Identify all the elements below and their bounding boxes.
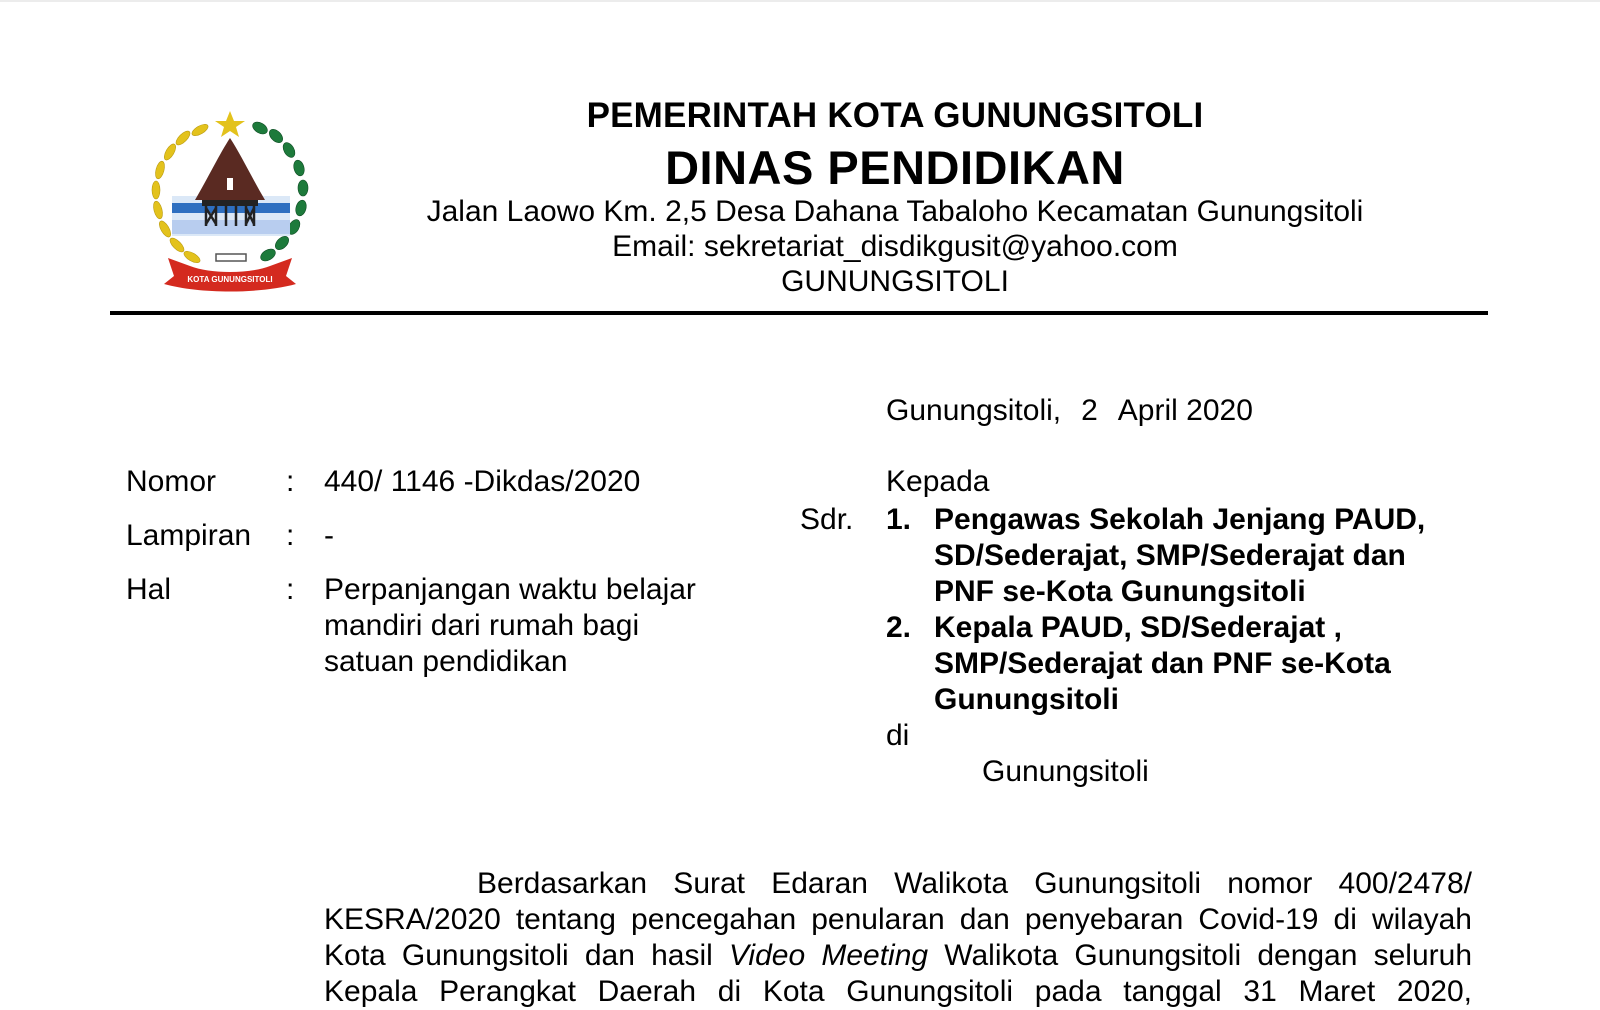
body-line: Kepala Perangkat Daerah di Kota Gunungsitoli pada tanggal 31 Maret 2020, — [324, 975, 1472, 1008]
recipient-salutation: Sdr. — [800, 503, 854, 536]
body-italic-phrase: Video Meeting — [728, 939, 929, 972]
page-top-edge — [0, 0, 1600, 2]
letterhead-address: Jalan Laowo Km. 2,5 Desa Dahana Tabaloho Kecamatan Gunungsitoli — [426, 195, 1364, 228]
body-line: KESRA/2020 tentang pencegahan penularan dan penyebaran Covid-19 di wilayah — [324, 903, 1472, 936]
letter-month-year: April 2020 — [1117, 394, 1253, 427]
meta-label-hal: Hal — [126, 573, 172, 606]
recipient-line: Pengawas Sekolah Jenjang PAUD, — [934, 503, 1426, 536]
letterhead-department: DINAS PENDIDIKAN — [665, 141, 1125, 194]
recipient-line: Kepala PAUD, SD/Sederajat , — [934, 611, 1342, 644]
meta-label-lampiran: Lampiran — [126, 519, 252, 552]
letter-body-paragraph — [324, 866, 1472, 1010]
meta-value-hal-line: Perpanjangan waktu belajar — [324, 573, 696, 606]
city-seal-logo — [150, 108, 315, 298]
meta-colon: : — [286, 573, 295, 606]
recipient-line: SMP/Sederajat dan PNF se-Kota — [934, 647, 1391, 680]
letterhead-city: GUNUNGSITOLI — [781, 265, 1009, 298]
letter-place: Gunungsitoli, — [886, 394, 1062, 427]
recipient-line: PNF se-Kota Gunungsitoli — [934, 575, 1306, 608]
recipient-number: 1. — [886, 503, 912, 536]
meta-value-hal-line: satuan pendidikan — [324, 645, 568, 678]
logo-ribbon-text: KOTA GUNUNGSITOLI — [187, 275, 273, 284]
letter-day: 2 — [1081, 394, 1098, 427]
recipient-number: 2. — [886, 611, 912, 644]
letterhead-government: PEMERINTAH KOTA GUNUNGSITOLI — [586, 96, 1204, 135]
letter-place-date — [886, 393, 1253, 429]
recipient-di-place: Gunungsitoli — [982, 755, 1149, 788]
recipient-di: di — [886, 719, 910, 752]
meta-label-nomor: Nomor — [126, 465, 217, 498]
body-line: Kota Gunungsitoli dan hasil Video Meeting Walikota Gunungsitoli dengan seluruh — [324, 939, 1472, 972]
meta-value-nomor: 440/ 1146 -Dikdas/2020 — [324, 465, 641, 498]
meta-value-hal-line: mandiri dari rumah bagi — [324, 609, 640, 642]
meta-colon: : — [286, 465, 295, 498]
recipient-kepada: Kepada — [886, 465, 990, 498]
recipient-line: Gunungsitoli — [934, 683, 1119, 716]
meta-value-lampiran: - — [324, 519, 334, 552]
letterhead-divider — [110, 311, 1488, 315]
recipient-line: SD/Sederajat, SMP/Sederajat dan — [934, 539, 1406, 572]
meta-colon: : — [286, 519, 295, 552]
body-line: Berdasarkan Surat Edaran Walikota Gunungsitoli nomor 400/2478/ — [477, 867, 1472, 900]
letterhead-email: Email: sekretariat_disdikgusit@yahoo.com — [612, 230, 1178, 263]
